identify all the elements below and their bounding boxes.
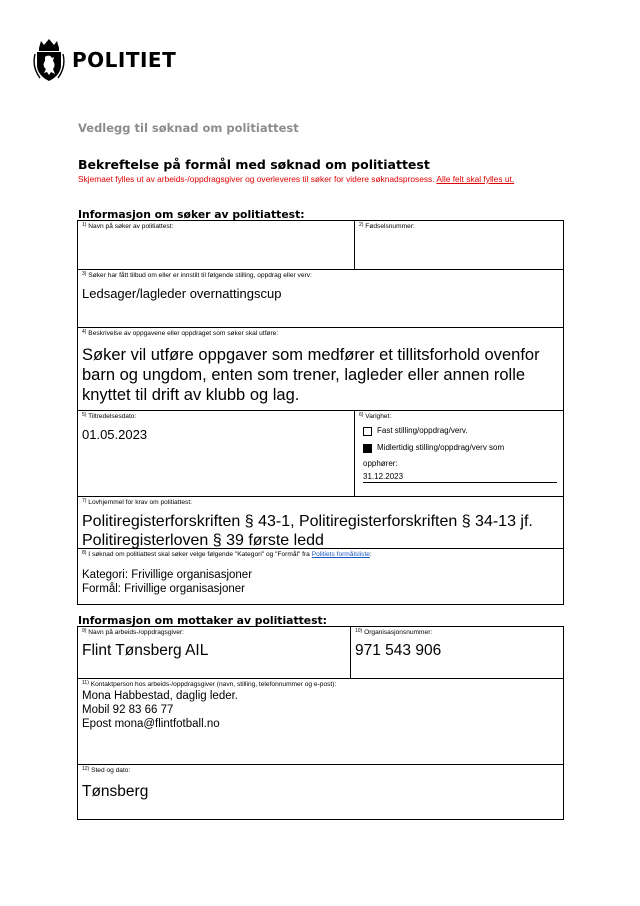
position-value: Ledsager/lagleder overnattingscup xyxy=(82,286,282,301)
legal-basis-field[interactable]: $^{7)}$ Lovhjemmel for krav om politiattest: Politiregisterforskriften § 43-1, Politiregisterforskriften § 34-13 jf. Politiregisterloven § 39 første ledd xyxy=(77,496,564,549)
form-notice xyxy=(78,173,558,186)
employer-label: Navn på arbeids-/oppdragsgiver: xyxy=(88,629,184,636)
purpose-list-link[interactable]: Politiets formålsliste xyxy=(311,551,370,558)
form-title: Bekreftelse på formål med søknad om politiattest xyxy=(78,157,430,172)
category-value: Kategori: Frivillige organisasjoner xyxy=(82,569,253,581)
ends-value[interactable]: 31.12.2023 xyxy=(363,472,557,483)
contact-line-3: Epost mona@flintfotball.no xyxy=(82,718,220,730)
temporary-checkbox[interactable] xyxy=(363,444,372,453)
applicant-section-title: Informasjon om søker av politiattest: xyxy=(78,208,305,221)
legal-basis-value: Politiregisterforskriften § 43-1, Politiregisterforskriften § 34-13 jf. Politiregisterloven § 39 første ledd xyxy=(82,513,533,549)
recipient-section-title: Informasjon om mottaker av politiattest: xyxy=(78,614,327,627)
permanent-option-label: Fast stilling/oppdrag/verv. xyxy=(377,426,468,435)
contact-label: Kontaktperson hos arbeids-/oppdragsgiver (navn, stilling, telefonnummer og e-post): xyxy=(90,681,337,688)
category-field[interactable]: $^{8)}$ I søknad om politiattest skal søker velge følgende "Kategori" og "Formål" fra Politiets formålsliste: Kategori: Frivillige organisasjoner Formål: Frivillige organisasjoner xyxy=(77,548,564,605)
coat-of-arms-icon xyxy=(32,38,66,82)
start-date-field[interactable]: $^{5)}$ Tiltredelsesdato: 01.05.2023 xyxy=(77,410,355,497)
employer-value: Flint Tønsberg AIL xyxy=(82,642,209,659)
org-number-value: 971 543 906 xyxy=(355,642,442,659)
position-field[interactable]: $^{3)}$ Søker har fått tilbud om eller er innstilt til følgende stilling, oppdrag eller verv: Ledsager/lagleder overnattingscup xyxy=(77,269,564,328)
logo-text: POLITIET xyxy=(72,48,177,72)
purpose-value: Formål: Frivillige organisasjoner xyxy=(82,583,245,595)
place-date-field[interactable]: $^{12)}$ Sted og dato: Tønsberg xyxy=(77,764,564,820)
birth-number-label: Fødselsnummer: xyxy=(365,223,415,230)
category-label: I søknad om politiattest skal søker velge følgende "Kategori" og "Formål" fra xyxy=(88,551,312,558)
duration-field: $^{6)}$ Varighet: Fast stilling/oppdrag/verv. Midlertidig stilling/oppdrag/verv som opphører: 31.12.2023 xyxy=(354,410,564,497)
legal-basis-label: Lovhjemmel for krav om politiattest: xyxy=(88,499,193,506)
place-date-value: Tønsberg xyxy=(82,783,149,800)
org-number-field[interactable]: $^{10)}$ Organisasjonsnummer: 971 543 906 xyxy=(350,626,564,679)
place-date-label: Sted og dato: xyxy=(91,767,131,774)
org-number-label: Organisasjonsnummer: xyxy=(364,629,433,636)
employer-field[interactable]: $^{9)}$ Navn på arbeids-/oppdragsgiver: Flint Tønsberg AIL xyxy=(77,626,351,679)
politiet-logo xyxy=(32,38,176,82)
attachment-title: Vedlegg til søknad om politiattest xyxy=(78,121,299,135)
applicant-name-field[interactable]: $^{1)}$ Navn på søker av politiattest: xyxy=(77,220,355,270)
birth-number-field[interactable]: $^{2)}$ Fødselsnummer: xyxy=(354,220,564,270)
notice-text: Skjemaet fylles ut av arbeids-/oppdragsgiver og overleveres til søker for videre søknadsprosess. xyxy=(78,174,437,184)
duration-label: Varighet: xyxy=(365,413,392,420)
permanent-checkbox[interactable] xyxy=(363,427,372,436)
description-field[interactable]: $^{4)}$ Beskrivelse av oppgavene eller oppdraget som søker skal utføre: Søker vil utføre oppgaver som medfører et tillitsforhold ovenfor barn og ungdom, enten som trener, lagleder eller annen rolle knyttet til drift av klubb og lag. xyxy=(77,327,564,411)
start-date-label: Tiltredelsesdato: xyxy=(88,413,137,420)
position-label: Søker har fått tilbud om eller er innstilt til følgende stilling, oppdrag eller verv: xyxy=(88,272,312,279)
description-label: Beskrivelse av oppgavene eller oppdraget som søker skal utføre: xyxy=(88,330,279,337)
description-value: Søker vil utføre oppgaver som medfører et tillitsforhold ovenfor barn og ungdom, enten som trener, lagleder eller annen rolle knyttet til drift av klubb og lag. xyxy=(82,346,540,404)
start-date-value: 01.05.2023 xyxy=(82,427,148,442)
contact-line-1: Mona Habbestad, daglig leder. xyxy=(82,690,238,702)
temporary-option-label: Midlertidig stilling/oppdrag/verv som xyxy=(377,443,505,452)
contact-line-2: Mobil 92 83 66 77 xyxy=(82,704,174,716)
ends-label: opphører: xyxy=(363,459,398,468)
notice-emphasis: Alle felt skal fylles ut. xyxy=(436,174,515,184)
contact-field[interactable]: $^{11)}$ Kontaktperson hos arbeids-/oppdragsgiver (navn, stilling, telefonnummer og e-post): Mona Habbestad, daglig leder. Mobil 92 83 66 77 Epost mona@flintfotball.no xyxy=(77,678,564,765)
applicant-name-label: Navn på søker av politiattest: xyxy=(88,223,174,230)
